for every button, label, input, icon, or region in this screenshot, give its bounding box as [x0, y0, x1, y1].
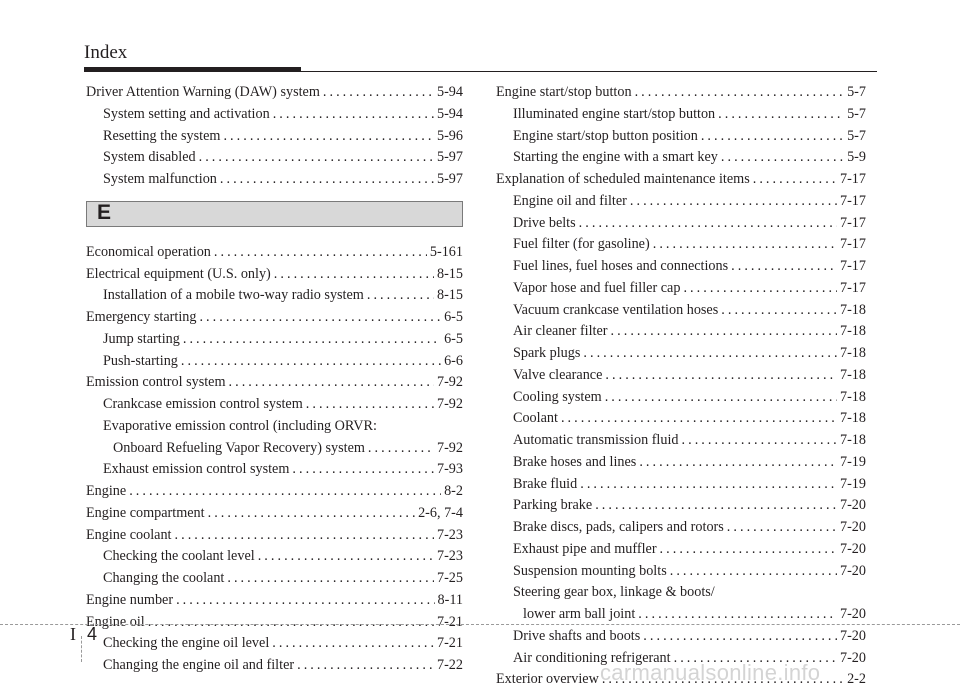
- index-entry-leader: [731, 256, 837, 278]
- index-entry-page: 7-18: [839, 410, 866, 427]
- index-entry-leader: [272, 633, 434, 655]
- index-entry-page: 5-96: [436, 127, 463, 144]
- index-entry-leader: [595, 495, 837, 517]
- index-entry: [86, 126, 463, 148]
- index-entry-page: 2-2: [847, 671, 866, 688]
- index-entry: [496, 495, 866, 517]
- index-entry-label: Brake discs, pads, calipers and rotors: [513, 519, 724, 535]
- index-entry: [496, 321, 866, 343]
- index-entry-leader: [727, 517, 837, 539]
- index-entry-page: 8-15: [436, 287, 463, 304]
- index-entry: [86, 169, 463, 191]
- index-entry-page: 7-17: [839, 279, 866, 296]
- footer-page-number: 4: [87, 624, 98, 644]
- index-entry-leader: [306, 394, 434, 416]
- index-entry-leader: [561, 408, 837, 430]
- index-entry: [496, 300, 866, 322]
- index-entry-leader: [653, 234, 837, 256]
- index-entry: [496, 474, 866, 496]
- page-header-title: Index: [84, 42, 128, 63]
- index-entry-page: 7-17: [839, 214, 866, 231]
- section-heading-e: [86, 201, 463, 227]
- index-entry-leader: [721, 147, 844, 169]
- index-entry-leader: [273, 104, 434, 126]
- index-entry-label: Installation of a mobile two-way radio system: [103, 287, 364, 304]
- index-entry-page: 7-25: [436, 570, 463, 586]
- section-letter: E: [97, 200, 112, 224]
- index-entry-page: 7-18: [839, 366, 866, 383]
- index-entry-label: Air conditioning refrigerant: [513, 649, 671, 666]
- index-entry-page: 2-6, 7-4: [418, 504, 463, 521]
- index-column-left: [86, 82, 463, 677]
- index-entry: [86, 503, 463, 525]
- index-entry-label: Cooling system: [513, 388, 602, 405]
- index-entry-page: 7-22: [436, 657, 463, 673]
- index-entry-page: 7-20: [839, 562, 866, 579]
- index-entry-page: 7-20: [839, 497, 866, 514]
- index-entry-page: 7-92: [436, 396, 463, 412]
- index-entry-page: 7-21: [436, 635, 463, 652]
- index-entry-leader: [175, 525, 434, 547]
- index-entry-leader: [701, 126, 844, 148]
- index-entry-page: 7-17: [839, 171, 866, 187]
- index-entry: [86, 612, 463, 634]
- index-entry-leader: [643, 626, 837, 648]
- index-entry-leader: [670, 561, 837, 583]
- index-entry-page: 7-93: [436, 461, 463, 478]
- index-entry: [496, 539, 866, 561]
- index-entry-page: 5-7: [847, 127, 866, 144]
- index-entry-page: 7-20: [839, 519, 866, 535]
- index-entry-leader: [208, 503, 415, 525]
- index-entry: [86, 633, 463, 655]
- index-entry-page: 7-18: [839, 345, 866, 361]
- index-entry-label: Onboard Refueling Vapor Recovery) system: [113, 439, 365, 456]
- index-entry-label: Crankcase emission control system: [103, 396, 303, 412]
- index-entry-leader: [638, 604, 837, 626]
- index-entry-label: Fuel filter (for gasoline): [513, 236, 650, 253]
- index-entry-label: Air cleaner filter: [513, 323, 608, 340]
- index-entry: [496, 126, 866, 148]
- index-entry: [496, 387, 866, 409]
- index-entry-label: Checking the coolant level: [103, 548, 255, 565]
- index-entry: [86, 372, 463, 394]
- index-entry-leader: [635, 82, 845, 104]
- index-entry-page: 8-2: [444, 483, 463, 499]
- index-entry-leader: [605, 365, 837, 387]
- index-entry: [496, 278, 866, 300]
- index-entry-label: Resetting the system: [103, 127, 221, 144]
- index-entry-label: Drive shafts and boots: [513, 627, 641, 644]
- footer-section-label: I: [70, 624, 76, 644]
- index-entry: [496, 430, 866, 452]
- footer-dashed-rule: [0, 624, 960, 625]
- index-entry-leader: [630, 191, 837, 213]
- index-entry-page: 5-161: [429, 243, 463, 260]
- index-entry-label: Steering gear box, linkage & boots/: [513, 584, 715, 601]
- index-entry-page: 7-23: [436, 548, 463, 565]
- index-entry-leader: [753, 169, 837, 191]
- index-entry: [496, 191, 866, 213]
- index-entry-label: Spark plugs: [513, 345, 581, 361]
- index-entry: [496, 234, 866, 256]
- index-entry-page: 7-19: [839, 475, 866, 492]
- index-entry-label: System setting and activation: [103, 105, 270, 122]
- index-entry-page: 7-20: [839, 606, 866, 622]
- index-entry-label: Driver Attention Warning (DAW) system: [86, 84, 320, 100]
- index-entry-label: Checking the engine oil level: [103, 635, 270, 652]
- index-entry-page: 5-97: [436, 171, 463, 187]
- index-entry: [86, 351, 463, 373]
- index-entry: [86, 459, 463, 481]
- index-entry-label: Exhaust pipe and muffler: [513, 540, 657, 557]
- index-entry-leader: [229, 372, 434, 394]
- index-entry: [86, 82, 463, 104]
- index-entry: [86, 329, 463, 351]
- index-entry-label: Evaporative emission control (including ORVR:: [103, 417, 377, 434]
- index-entries-d: [86, 82, 463, 191]
- index-entry-page: 7-21: [436, 613, 463, 630]
- index-entry-leader: [718, 104, 844, 126]
- index-entry: [86, 655, 463, 677]
- index-entry-leader: [367, 285, 434, 307]
- index-entry-leader: [183, 329, 441, 351]
- index-entry-label: Brake fluid: [513, 475, 578, 492]
- index-entry-page: 5-94: [436, 105, 463, 122]
- index-entry-page: 7-17: [839, 236, 866, 253]
- index-entry-label: Suspension mounting bolts: [513, 562, 667, 579]
- index-entries-e-right: [496, 82, 866, 691]
- index-entry-label: Jump starting: [103, 330, 180, 347]
- index-entry-leader: [660, 539, 837, 561]
- index-column-right: [496, 82, 866, 691]
- index-entry-label: Valve clearance: [513, 366, 603, 383]
- index-entry: [496, 213, 866, 235]
- index-entry-page: 8-15: [436, 265, 463, 282]
- index-entry-label: Engine start/stop button position: [513, 127, 698, 144]
- index-entry-label: Engine number: [86, 591, 174, 608]
- index-entry-label: Explanation of scheduled maintenance items: [496, 171, 750, 187]
- index-entry-label: Engine oil and filter: [513, 192, 627, 209]
- index-entry: [496, 582, 866, 604]
- index-entry-leader: [605, 387, 837, 409]
- index-entry-label: Illuminated engine start/stop button: [513, 105, 716, 122]
- index-entry: [496, 147, 866, 169]
- index-entry-leader: [583, 343, 837, 365]
- index-entry-leader: [639, 452, 837, 474]
- index-entry-label: Vapor hose and fuel filler cap: [513, 279, 681, 296]
- index-entry-page: 7-23: [436, 526, 463, 543]
- index-entry-leader: [148, 612, 434, 634]
- index-entry-label: Emission control system: [86, 374, 226, 391]
- index-entry: [496, 82, 866, 104]
- index-entry-label: Vacuum crankcase ventilation hoses: [513, 301, 719, 318]
- index-entry-leader: [721, 300, 837, 322]
- index-entry-page: 7-18: [839, 388, 866, 405]
- index-entry-page: 5-94: [436, 84, 463, 100]
- index-entry: [496, 452, 866, 474]
- index-entry-page: 7-20: [839, 649, 866, 666]
- index-entry-leader: [129, 481, 441, 503]
- index-entries-e-left: [86, 242, 463, 677]
- index-entry: [86, 590, 463, 612]
- index-entry-page: 7-18: [839, 301, 866, 318]
- index-entry-leader: [214, 242, 427, 264]
- index-entry-label: Engine start/stop button: [496, 84, 632, 100]
- index-entry-leader: [368, 438, 434, 460]
- index-entry: [86, 285, 463, 307]
- footer-dashed-divider: [81, 636, 82, 662]
- index-entry-leader: [220, 169, 434, 191]
- index-entry: [496, 408, 866, 430]
- index-entry-label: Fuel lines, fuel hoses and connections: [513, 258, 729, 274]
- index-entry-page: 7-20: [839, 627, 866, 644]
- index-entry-leader: [199, 307, 441, 329]
- index-entry: [496, 365, 866, 387]
- index-entry: [86, 394, 463, 416]
- index-entry: [86, 568, 463, 590]
- index-entry: [86, 147, 463, 169]
- index-entry-leader: [682, 430, 837, 452]
- index-entry-page: 7-92: [436, 439, 463, 456]
- index-entry-page: 7-17: [839, 258, 866, 274]
- index-entry: [496, 626, 866, 648]
- index-entry: [496, 561, 866, 583]
- index-entry-label: Changing the coolant: [103, 570, 225, 586]
- index-entry-page: 5-7: [847, 84, 866, 100]
- header-rule-thin: [84, 71, 877, 72]
- index-entry-label: Economical operation: [86, 243, 211, 260]
- index-entry-page: 6-5: [444, 309, 463, 325]
- index-entry-label: Emergency starting: [86, 309, 197, 325]
- index-entry-label: Push-starting: [103, 352, 178, 369]
- index-entry-label: System malfunction: [103, 171, 217, 187]
- index-entry-leader: [323, 82, 434, 104]
- index-entry-leader: [292, 459, 434, 481]
- index-entry-page: 5-97: [436, 149, 463, 166]
- index-entry-page: 5-9: [847, 149, 866, 166]
- index-entry-leader: [199, 147, 434, 169]
- index-entry-label: lower arm ball joint: [523, 606, 636, 622]
- index-entry-label: Drive belts: [513, 214, 576, 231]
- index-entry-label: Automatic transmission fluid: [513, 432, 679, 448]
- index-entry: [86, 546, 463, 568]
- index-entry-page: 7-92: [436, 374, 463, 391]
- index-entry: [86, 525, 463, 547]
- index-entry-label: Engine coolant: [86, 526, 172, 543]
- index-entry: [496, 256, 866, 278]
- watermark: carmanualsonline.info: [600, 660, 821, 685]
- index-entry-page: 6-6: [444, 352, 463, 369]
- index-entry-page: 7-18: [839, 323, 866, 340]
- index-entry-leader: [258, 546, 434, 568]
- index-entry: [496, 104, 866, 126]
- index-entry-leader: [297, 655, 434, 677]
- index-entry-label: Exhaust emission control system: [103, 461, 290, 478]
- index-entry-label: Engine compartment: [86, 504, 205, 521]
- index-entry-leader: [227, 568, 434, 590]
- index-entry-label: Electrical equipment (U.S. only): [86, 265, 271, 282]
- index-entry-label: Changing the engine oil and filter: [103, 657, 295, 673]
- index-entry-leader: [579, 213, 837, 235]
- index-entry-leader: [176, 590, 434, 612]
- index-entry: [86, 242, 463, 264]
- index-entry-page: 7-19: [839, 453, 866, 470]
- index-entry-page: 5-7: [847, 105, 866, 122]
- index-entry: [496, 343, 866, 365]
- index-entry-page: 6-5: [444, 330, 463, 347]
- index-entry-label: System disabled: [103, 149, 196, 166]
- index-entry: [86, 264, 463, 286]
- index-entry-label: Parking brake: [513, 497, 593, 514]
- index-entry: [86, 104, 463, 126]
- index-entry-leader: [223, 126, 434, 148]
- index-entry-leader: [181, 351, 441, 373]
- index-entry-page: 8-11: [437, 591, 463, 608]
- index-entry-label: Coolant: [513, 410, 558, 427]
- index-entry: [496, 604, 866, 626]
- index-entry-page: 7-20: [839, 540, 866, 557]
- index-entry-page: 7-17: [839, 192, 866, 209]
- index-entry-label: Exterior overview: [496, 671, 599, 688]
- index-entry-leader: [580, 474, 837, 496]
- index-entry-leader: [683, 278, 837, 300]
- index-entry: [496, 169, 866, 191]
- index-entry: [86, 438, 463, 460]
- index-entry: [496, 517, 866, 539]
- index-entry: [86, 416, 463, 438]
- index-entry-label: Engine: [86, 483, 127, 499]
- index-entry: [86, 307, 463, 329]
- index-entry-label: Brake hoses and lines: [513, 453, 637, 470]
- index-entry-leader: [611, 321, 837, 343]
- index-entry: [86, 481, 463, 503]
- index-entry-page: 7-18: [839, 432, 866, 448]
- index-entry-label: Starting the engine with a smart key: [513, 149, 718, 166]
- index-entry-leader: [274, 264, 434, 286]
- index-entry-label: Engine oil: [86, 613, 145, 630]
